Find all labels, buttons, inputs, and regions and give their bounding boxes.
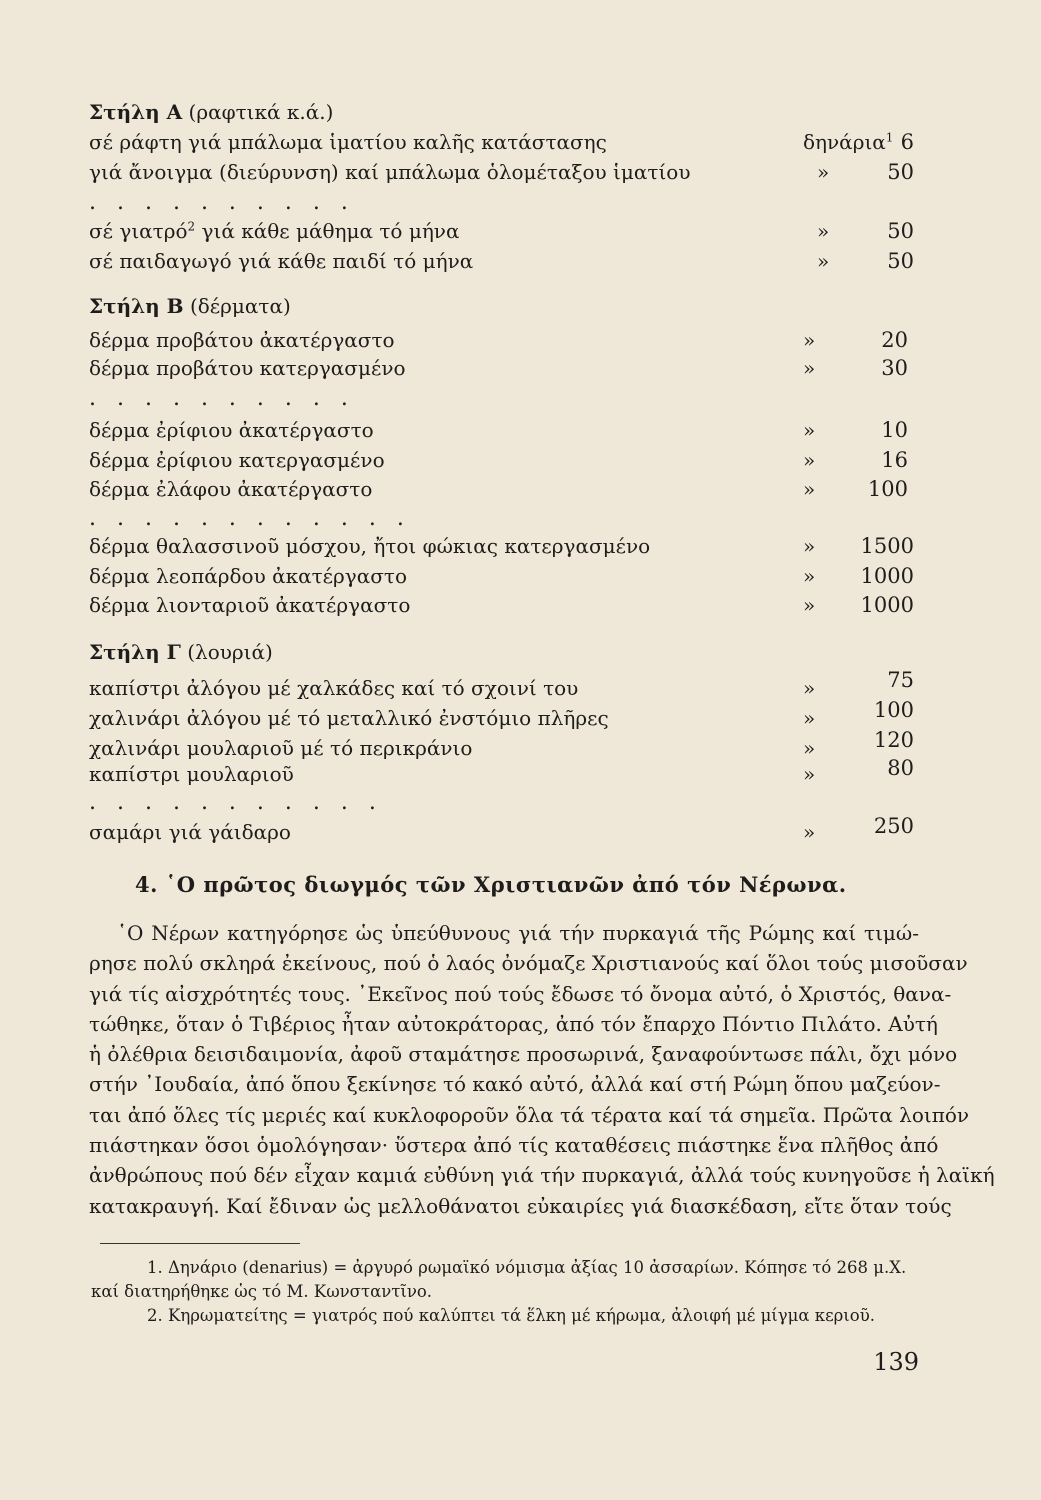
item-label: καπίστρι ἀλόγου μέ χαλκάδες καί τό σχοινί του [89, 676, 579, 700]
item-label: δέρμα ἐλάφου ἀκατέργαστο [89, 477, 373, 501]
stele-a-subtitle: (ραφτικά κ.ά.) [188, 100, 334, 124]
item-price: 75 [887, 668, 914, 692]
stele-b-heading [89, 294, 291, 318]
price-row [89, 814, 914, 850]
item-price: 50 [887, 249, 914, 273]
price-row [89, 219, 914, 249]
price-row [89, 534, 914, 564]
ditto-mark: » [817, 219, 830, 243]
stele-b-subtitle: (δέρματα) [189, 294, 291, 318]
text-line: ρησε πολύ σκληρά ἐκείνους, πού ὁ λαός ὀνόμαζε Χριστιανούς καί ὅλοι τούς μισοῦσαν [89, 951, 968, 976]
footnote-ref: 1 [885, 130, 894, 145]
price-row [89, 448, 914, 478]
price-row [89, 356, 914, 386]
item-label: καπίστρι μουλαριοῦ [89, 762, 294, 786]
ditto-mark: » [803, 418, 816, 442]
section-title: 4. ῾Ο πρῶτος διωγμός τῶν Χριστιανῶν ἀπό τόν Νέρωνα. [135, 872, 847, 897]
ditto-mark: » [803, 820, 816, 844]
item-price: 50 [887, 160, 914, 184]
price-row [89, 593, 914, 623]
item-label: σέ ράφτη γιά μπάλωμα ἱματίου καλῆς κατάστασης [89, 130, 607, 154]
item-label: δέρμα προβάτου κατεργασμένο [89, 356, 406, 380]
item-price: 50 [887, 219, 914, 243]
ellipsis-dots: . . . . . . . . . . [89, 386, 355, 411]
footnote-1-line-1: 1. Δηνάριο (denarius) = ἀργυρό ρωμαϊκό νόμισμα ἀξίας 10 ἀσσαρίων. Κόπησε τό 268 μ.Χ. [147, 1258, 907, 1277]
ditto-mark: » [803, 706, 816, 730]
item-price: 10 [881, 418, 908, 442]
price-row [89, 249, 914, 279]
footnote-1-line-2: καί διατηρήθηκε ὡς τό Μ. Κωνσταντῖνο. [91, 1282, 433, 1301]
price-row [89, 698, 914, 736]
ditto-mark: » [803, 356, 816, 380]
price-row [89, 564, 914, 594]
item-label: δέρμα λιονταριοῦ ἀκατέργαστο [89, 593, 411, 617]
item-price: 1000 [860, 564, 914, 588]
ellipsis-dots: . . . . . . . . . . [89, 190, 355, 215]
text-line: γιά τίς αἰσχρότητές τους. ᾿Εκεῖνος πού τούς ἔδωσε τό ὄνομα αὐτό, ὁ Χριστός, θανα- [89, 981, 952, 1006]
text-line: στήν ᾿Ιουδαία, ἀπό ὅπου ξεκίνησε τό κακό αὐτό, ἀλλά καί στή Ρώμη ὅπου μαζεύον- [89, 1072, 941, 1097]
item-price: 20 [881, 328, 908, 352]
item-price: 100 [873, 698, 914, 722]
item-label: σέ γιατρό$^2$ γιά κάθε μάθημα τό μήνα [89, 219, 460, 243]
footnotes [89, 1256, 919, 1328]
item-label: γιά ἄνοιγμα (διεύρυνση) καί μπάλωμα ὁλομέταξου ἱματίου [89, 160, 691, 184]
item-label: χαλινάρι ἀλόγου μέ τό μεταλλικό ἐνστόμιο πλῆρες [89, 706, 609, 730]
ditto-mark: » [803, 534, 816, 558]
stele-c-heading [89, 640, 273, 664]
page-number: 139 [873, 1348, 919, 1376]
item-price: 100 [867, 477, 908, 501]
footnote-divider [100, 1243, 300, 1244]
price-row [89, 668, 914, 706]
item-price: 30 [881, 356, 908, 380]
text-line: ται ἀπό ὅλες τίς μεριές καί κυκλοφοροῦν ὅλα τά τέρατα καί τά σημεῖα. Πρῶτα λοιπόν [89, 1102, 970, 1127]
item-price: 1500 [860, 534, 914, 558]
price-row [89, 418, 914, 448]
ditto-mark: » [803, 593, 816, 617]
ditto-mark: » [803, 564, 816, 588]
ditto-mark: » [803, 736, 816, 760]
stele-a-title: Στήλη Α [89, 100, 183, 124]
ellipsis-dots: . . . . . . . . . . . . [89, 506, 411, 531]
item-price: 16 [881, 448, 908, 472]
text-line: ἀνθρώπους πού δέν εἶχαν καμιά εὐθύνη γιά τήν πυρκαγιά, ἀλλά τούς κυνηγοῦσε ἡ λαϊκή [89, 1163, 995, 1188]
item-price: 6 [900, 130, 914, 154]
ditto-mark: » [803, 328, 816, 352]
item-price: 1000 [860, 593, 914, 617]
item-label: δέρμα προβάτου ἀκατέργαστο [89, 328, 395, 352]
unit-label: δηνάρια$^1$ [803, 130, 894, 154]
item-label: δέρμα ἐρίφιου ἀκατέργαστο [89, 418, 374, 442]
item-label: δέρμα ἐρίφιου κατεργασμένο [89, 448, 385, 472]
body-paragraph [89, 918, 995, 1221]
text-line: ἡ ὀλέθρια δεισιδαιμονία, ἀφοῦ σταμάτησε προσωρινά, ξαναφούντωσε πάλι, ὄχι μόνο [89, 1042, 958, 1067]
ditto-mark: » [803, 477, 816, 501]
text-line: τώθηκε, ὅταν ὁ Τιβέριος ἦταν αὐτοκράτορας, ἀπό τόν ἔπαρχο Πόντιο Πιλάτο. Αὐτή [89, 1011, 938, 1036]
ditto-mark: » [803, 676, 816, 700]
stele-c-title: Στήλη Γ [89, 640, 181, 664]
footnote-ref: 2 [187, 219, 196, 234]
text-line: κατακραυγή. Καί ἔδιναν ὡς μελλοθάνατοι εὐκαιρίες γιά διασκέδαση, εἴτε ὅταν τούς [89, 1193, 952, 1218]
footnote-2: 2. Κηρωματείτης = γιατρός πού καλύπτει τά ἕλκη μέ κήρωμα, ἀλοιφή μέ μίγμα κεριοῦ. [147, 1306, 875, 1325]
text-line: πιάστηκαν ὅσοι ὁμολόγησαν· ὕστερα ἀπό τίς καταθέσεις πιάστηκε ἕνα πλῆθος ἀπό [89, 1133, 939, 1158]
item-label: δέρμα θαλασσινοῦ μόσχου, ἤτοι φώκιας κατεργασμένο [89, 534, 651, 558]
item-label: δέρμα λεοπάρδου ἀκατέργαστο [89, 564, 408, 588]
stele-a-heading [89, 100, 333, 124]
item-label: σαμάρι γιά γάιδαρο [89, 820, 291, 844]
price-row [89, 756, 914, 792]
item-price: 120 [873, 728, 914, 752]
ditto-mark: » [803, 762, 816, 786]
price-row [89, 328, 914, 358]
stele-b-title: Στήλη Β [89, 294, 184, 318]
ditto-mark: » [817, 160, 830, 184]
stele-c-subtitle: (λουριά) [187, 640, 273, 664]
ditto-mark: » [803, 448, 816, 472]
ditto-mark: » [817, 249, 830, 273]
price-row [89, 160, 914, 190]
ellipsis-dots: . . . . . . . . . . . [89, 790, 383, 815]
price-row [89, 477, 914, 507]
item-label: σέ παιδαγωγό γιά κάθε παιδί τό μήνα [89, 249, 474, 273]
price-row [89, 130, 914, 160]
item-price: 250 [873, 814, 914, 838]
item-price: 80 [887, 756, 914, 780]
text-line: ῾Ο Νέρων κατηγόρησε ὡς ὑπεύθυνους γιά τήν πυρκαγιά τῆς Ρώμης καί τιμώ- [117, 921, 919, 945]
item-label: χαλινάρι μουλαριοῦ μέ τό περικράνιο [89, 736, 473, 760]
